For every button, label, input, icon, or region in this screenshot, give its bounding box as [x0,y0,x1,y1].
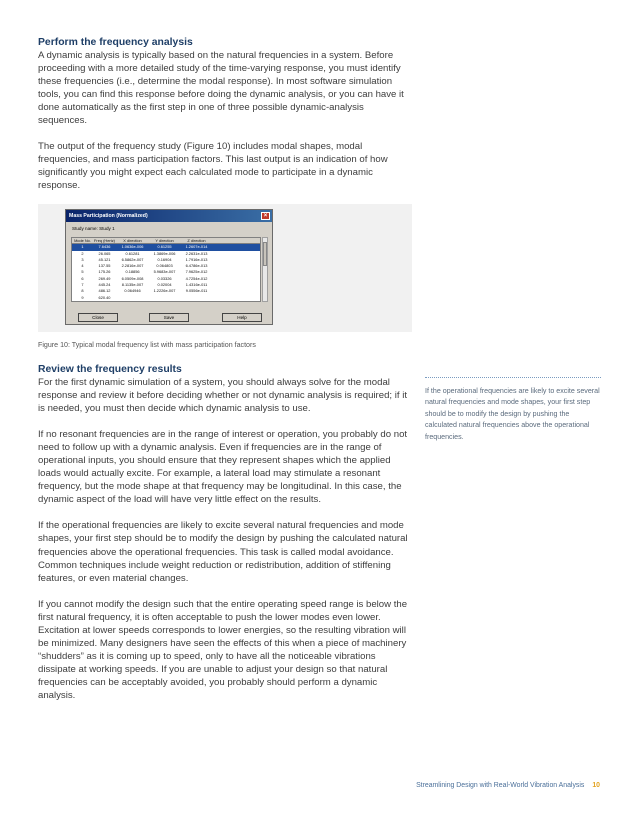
table-cell: 9.0556e-011 [185,288,208,294]
section-heading: Perform the frequency analysis [38,37,193,48]
table-cell: 6 [81,275,84,281]
dialog-title: Mass Participation (Normalized) [69,213,148,219]
mode-table [71,237,261,302]
table-cell: 45.121 [98,256,111,262]
section-heading: Review the frequency results [38,364,182,375]
section-review-results [38,363,412,702]
scrollbar-thumb[interactable] [263,242,267,266]
table-cell [148,295,180,301]
table-cell: 2.2631e-013 [185,250,208,256]
table-cell [180,295,212,301]
paragraph: A dynamic analysis is typically based on the natural frequencies in a system. Before proceeding with a more detailed study of the time-varying response, you must identify these frequencies (i.e., determine the modal response). In most software simulation tools, you can find this response before doing the dynamic analysis, or you can have it done automatically as the first step in one of three possible dynamic-analysis sequences. [38,50,404,127]
table-cell: 486.12 [98,288,111,294]
table-cell: 0.61281 [125,250,140,256]
table-cell: 0.03326 [157,275,172,281]
table-cell: 7 [81,282,84,288]
figure-mass-participation [38,204,412,332]
table-cell: 8.1135e-007 [121,282,144,288]
table-cell: 7.9625e-012 [185,269,208,275]
column-header[interactable]: Z direction [187,238,206,243]
table-cell: 2 [81,250,84,256]
table-cell: 6.4786e-013 [185,263,208,269]
column-header[interactable]: Y direction [155,238,174,243]
table-cell: 4.7254e-012 [185,275,208,281]
mass-participation-dialog [65,209,273,325]
table-cell: 1.4316e-011 [185,282,208,288]
table-cell: 1.0636e-006 [121,244,144,250]
table-cell: 0.16904 [157,256,172,262]
dialog-title-bar [66,210,272,222]
table-cell: 8 [81,288,84,294]
table-cell: 445.24 [98,282,111,288]
table-cell: 1.2607e-014 [185,244,208,250]
table-cell: 1 [81,244,84,250]
table-cell: 2.2816e-007 [121,263,144,269]
table-cell: 620.40 [98,294,111,300]
help-button[interactable]: Help [222,313,262,322]
section-frequency-analysis [38,36,412,192]
footer-title: Streamlining Design with Real-World Vibration Analysis [416,782,585,789]
table-cell: 4 [81,263,84,269]
paragraph: The output of the frequency study (Figure 10) includes modal shapes, modal frequencies, and mass participation factors. This last output is an indication of how significantly you might expect each calculated mode to participate in a dynamic response. [38,141,388,192]
figure-caption: Figure 10: Typical modal frequency list with mass participation factors [38,341,256,349]
table-cell: 0.61255 [157,244,172,250]
table-cell: 7.6436 [98,244,111,250]
close-icon[interactable]: × [261,212,270,220]
table-cell: 5 [81,269,84,275]
paragraph: For the first dynamic simulation of a system, you should always solve for the modal response and review it before deciding whether or not dynamic analysis is required; if it is needed, you must then decide which dynamic analysis to use. [38,377,408,415]
table-row[interactable] [72,295,260,301]
page-footer [416,782,600,789]
table-cell [116,295,148,301]
pull-quote-text: If the operational frequencies are likely to excite several natural frequencies and mode shapes, your first step should be to modify the design by pushing the calculated natural frequencies above the operational frequencies. [425,387,600,441]
dialog-buttons [72,313,268,322]
table-cell: 0.064946 [124,288,141,294]
table-cell: 1.3869e-006 [153,250,176,256]
table-cell: 1.7916e-013 [185,256,208,262]
paragraph: If you cannot modify the design such that the entire operating speed range is below the first natural frequency, it is often acceptable to push the lower modes even lower. Excitation at lower speeds corresponds to lower energies, so the resulting vibration will be minimized. Many designers have seen the effects of this when a piece of machinery “shudders” as it is coming up to speed, only to have all the noticeable vibrations dissipate at working speeds. If you are unable to adjust your design so that natural frequencies can be acceptably avoided, you probably should perform a dynamic analysis. [38,598,408,701]
table-cell: 6.0509e-008 [121,275,144,281]
table-cell: 3 [81,256,84,262]
study-name-label: Study name: Study 1 [72,226,115,231]
table-cell: 9 [81,294,84,300]
table-cell: 5.9683e-007 [153,269,176,275]
table-cell: 269.49 [98,275,111,281]
paragraph: If the operational frequencies are likely to excite several natural frequencies and mode shapes, your first step should be to modify the design by pushing the calculated natural frequencies above the operational frequencies. This task is called modal avoidance. Common techniques include weight reduction or redistribution, addition of stiffening features, or even material changes. [38,520,408,584]
column-header[interactable]: Freq (Hertz) [94,238,115,243]
close-button[interactable]: Close [78,313,118,322]
table-cell: 26.065 [98,250,111,256]
save-button[interactable]: Save [149,313,189,322]
paragraph: If no resonant frequencies are in the range of interest or operation, you probably do not need to follow up with a dynamic analysis. Even if frequencies are in the range of operational inputs, you should ensure that they represent shapes which the applied loads would actually excite. For example, a lateral load may stimulate a resonant frequency, but the mode shape at that frequency may be longitudinal. In this case, the dynamic aspect of the load will have very little effect on the results. [38,429,408,506]
table-scrollbar[interactable] [262,237,268,302]
page-number: 10 [592,782,600,789]
column-header[interactable]: Mode No. [74,238,91,243]
table-cell: 137.55 [98,263,111,269]
table-cell: 175.26 [98,269,111,275]
column-header[interactable]: X direction [123,238,142,243]
table-cell: 0.064803 [156,263,173,269]
table-cell: 6.5862e-007 [121,256,144,262]
table-cell: 0.02004 [157,282,172,288]
pull-quote [425,377,601,443]
table-cell: 0.18856 [125,269,140,275]
table-cell: 1.2226e-007 [153,288,176,294]
